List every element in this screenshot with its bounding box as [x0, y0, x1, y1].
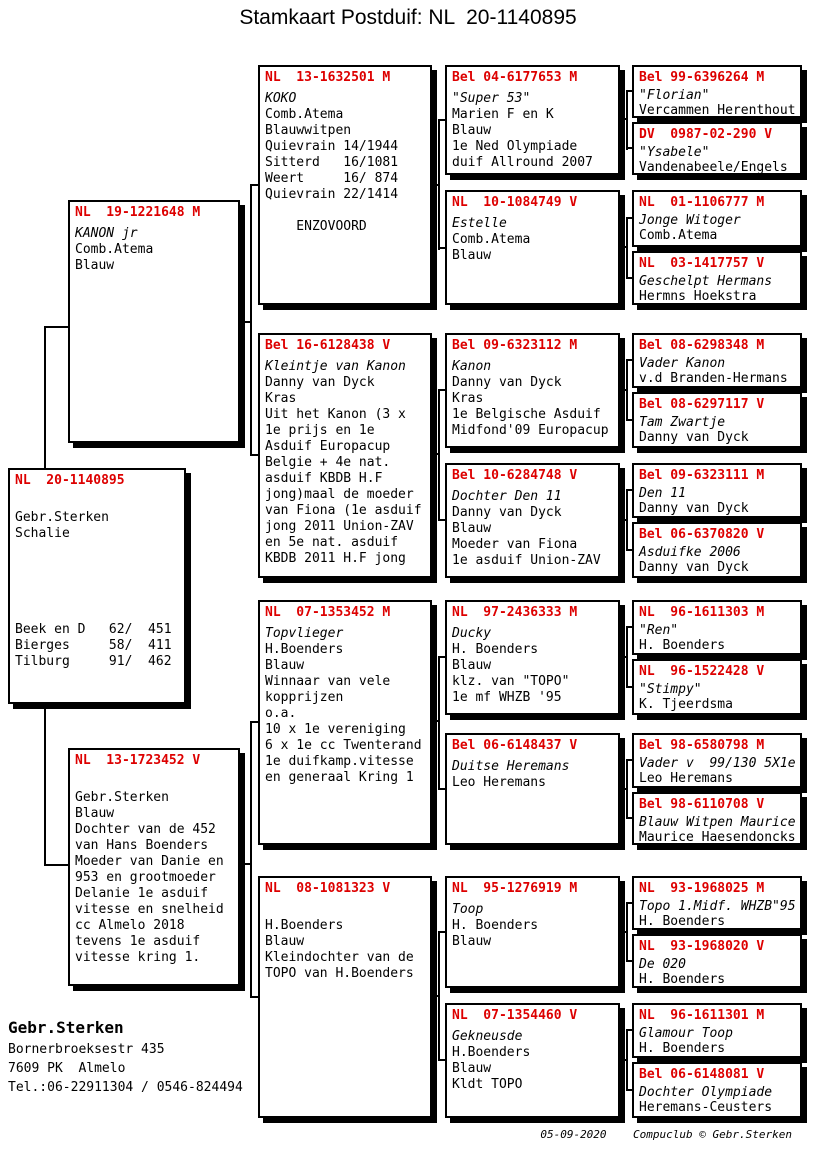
pedigree-box-pgm [258, 333, 432, 578]
connector-line [250, 721, 252, 998]
box-line: H. Boenders [639, 1041, 726, 1056]
box-line: Vader v 99/130 5X1e [639, 756, 796, 771]
pedigree-box-gg5 [632, 333, 802, 388]
box-line: Comb.Atema [265, 107, 344, 122]
page-title: Stamkaart Postduif: NL 20-1140895 [239, 6, 577, 29]
ring-number: Bel 98-6580798 M [639, 738, 765, 753]
box-line: tevens 1e asduif [75, 934, 201, 949]
ring-number: Bel 06-6148081 V [639, 1067, 765, 1082]
box-line: K. Tjeerdsma [639, 697, 733, 712]
connector-line [44, 326, 70, 328]
pedigree-box-father [68, 200, 240, 443]
box-line: Jonge Witoger [639, 213, 741, 228]
box-line: cc Almelo 2018 [75, 918, 185, 933]
box-line: Moeder van Fiona [452, 537, 578, 552]
connector-line [44, 326, 46, 468]
pedigree-box-gg16 [632, 1062, 802, 1118]
pedigree-box-pgf-f [445, 65, 620, 175]
box-line: 1e duifkamp.vitesse [265, 754, 414, 769]
box-line: 1e prijs en 1e [265, 423, 375, 438]
ring-number: NL 93-1968025 M [639, 881, 765, 896]
box-line: Blauw [75, 806, 115, 821]
ring-number: NL 13-1723452 V [75, 753, 201, 768]
box-line: Ducky [452, 626, 492, 641]
box-line: Gebr.Sterken [75, 790, 169, 805]
box-line: Glamour Toop [639, 1026, 733, 1041]
connector-line [626, 217, 628, 279]
connector-line [44, 864, 70, 866]
box-line: Blauw [452, 658, 492, 673]
box-line: "Florian" [639, 88, 710, 103]
box-line: Vercammen Herenthout [639, 103, 796, 118]
box-line: vitesse kring 1. [75, 950, 201, 965]
pedigree-box-gg8 [632, 522, 802, 578]
pedigree-box-mgf-f [445, 600, 620, 715]
box-line: Midfond'09 Europacup [452, 423, 609, 438]
pedigree-box-gg1 [632, 65, 802, 118]
connector-line [626, 626, 628, 688]
box-line: Asduifke 2006 [639, 545, 741, 560]
box-line: Delanie 1e asduif [75, 886, 209, 901]
pedigree-box-mgm [258, 876, 432, 1118]
box-line: Weert 16/ 874 [265, 171, 399, 186]
box-line: Leo Heremans [639, 771, 733, 786]
box-line: 6 x 1e cc Twenterand [265, 738, 422, 753]
box-line: Dochter van de 452 [75, 822, 216, 837]
box-line: Vader Kanon [639, 356, 726, 371]
box-line: TOPO van H.Boenders [265, 966, 414, 981]
box-line: "Ren" [639, 623, 679, 638]
ring-number: Bel 16-6128438 V [265, 338, 391, 353]
ring-number: NL 13-1632501 M [265, 70, 391, 85]
box-line [15, 494, 179, 510]
box-line: Danny van Dyck [639, 430, 749, 445]
pedigree-box-gg9 [632, 600, 802, 655]
ring-number: NL 10-1084749 V [452, 195, 578, 210]
box-line: Marien F en K [452, 107, 554, 122]
ring-number: Bel 09-6323111 M [639, 468, 765, 483]
owner-phone: Tel.:06-22911304 / 0546-824494 [8, 1080, 243, 1095]
box-line: 1e Belgische Asduif [452, 407, 601, 422]
box-line: 1e asduif Union-ZAV [452, 553, 601, 568]
pedigree-box-gg13 [632, 876, 802, 930]
pedigree-box-mother [68, 748, 240, 986]
box-line: vitesse en snelheid [75, 902, 224, 917]
ring-number: Bel 99-6396264 M [639, 70, 765, 85]
box-line: "Stimpy" [639, 682, 702, 697]
pedigree-box-gg7 [632, 463, 802, 518]
pedigree-box-gg3 [632, 190, 802, 247]
connector-line [626, 759, 628, 819]
ring-number: NL 20-1140895 [15, 473, 125, 488]
pedigree-box-pgm-m [445, 463, 620, 578]
box-line: Vandenabeele/Engels [639, 160, 788, 175]
pedigree-box-gg2 [632, 122, 802, 175]
box-line: o.a. [265, 706, 297, 721]
box-line: Den 11 [639, 486, 686, 501]
box-line [15, 606, 179, 622]
box-line: Danny van Dyck [265, 375, 375, 390]
box-line: Blauw Witpen Maurice [639, 815, 796, 830]
ring-number: NL 97-2436333 M [452, 605, 578, 620]
ring-number: NL 96-1611303 M [639, 605, 765, 620]
ring-number: NL 03-1417757 V [639, 256, 765, 271]
box-line [75, 774, 233, 790]
pedigree-box-gg6 [632, 392, 802, 448]
pedigree-box-pgf-m [445, 190, 620, 305]
box-line: KBDB 2011 H.F jong [265, 551, 406, 566]
pedigree-box-gg12 [632, 792, 802, 845]
box-line: Sitterd 16/1081 [265, 155, 399, 170]
ring-number: NL 95-1276919 M [452, 881, 578, 896]
box-line: Geschelpt Hermans [639, 274, 773, 289]
connector-line [626, 1029, 628, 1091]
box-line: 1e mf WHZB '95 [452, 690, 562, 705]
ring-number: NL 96-1611301 M [639, 1008, 765, 1023]
box-line: 10 x 1e vereniging [265, 722, 406, 737]
box-line: H.Boenders [452, 1045, 531, 1060]
pedigree-box-mgm-m [445, 1003, 620, 1118]
connector-line [438, 389, 440, 521]
connector-line [250, 184, 252, 456]
pedigree-box-gg14 [632, 934, 802, 988]
box-line: Toop [452, 902, 484, 917]
box-line: Comb.Atema [639, 228, 718, 243]
box-line: van Hans Boenders [75, 838, 209, 853]
box-line: kopprijzen [265, 690, 344, 705]
ring-number: Bel 06-6370820 V [639, 527, 765, 542]
pedigree-box-mgf-m [445, 733, 620, 845]
box-line: Danny van Dyck [639, 501, 749, 516]
box-line: Danny van Dyck [452, 505, 562, 520]
box-line: Gebr.Sterken [15, 510, 109, 525]
pedigree-box-gg15 [632, 1003, 802, 1058]
box-line: Kleintje van Kanon [265, 359, 406, 374]
box-line: Bierges 58/ 411 [15, 638, 172, 653]
box-line: De 020 [639, 957, 686, 972]
box-line: Blauw [452, 934, 492, 949]
owner-name: Gebr.Sterken [8, 1018, 124, 1037]
box-line: Kldt TOPO [452, 1077, 523, 1092]
box-line: Beek en D 62/ 451 [15, 622, 172, 637]
box-line: Hermns Hoekstra [639, 289, 757, 304]
box-line: Asduif Europacup [265, 439, 391, 454]
box-line [15, 590, 179, 606]
box-line [265, 902, 425, 918]
box-line: "Ysabele" [639, 145, 710, 160]
box-line: Moeder van Danie en [75, 854, 224, 869]
connector-line [626, 359, 628, 421]
box-line: Heremans-Ceusters [639, 1100, 773, 1115]
box-line: Danny van Dyck [639, 560, 749, 575]
ring-number: NL 07-1354460 V [452, 1008, 578, 1023]
pedigree-box-pgm-f [445, 333, 620, 448]
pedigree-box-mgm-f [445, 876, 620, 988]
box-line: Blauw [452, 248, 492, 263]
box-line: Gekneusde [452, 1029, 523, 1044]
box-line: 953 en grootmoeder [75, 870, 216, 885]
box-line: Blauw [265, 658, 305, 673]
owner-address-line-2: 7609 PK Almelo [8, 1061, 126, 1076]
pedigree-box-subject [8, 468, 186, 704]
box-line: Blauwwitpen [265, 123, 352, 138]
box-line: Maurice Haesendoncks [639, 830, 796, 845]
ring-number: NL 01-1106777 M [639, 195, 765, 210]
box-line: Blauw [75, 258, 115, 273]
box-line: Quievrain 22/1414 [265, 187, 399, 202]
connector-line [626, 489, 628, 551]
box-line: Blauw [265, 934, 305, 949]
box-line: H. Boenders [452, 918, 539, 933]
box-line: Kanon [452, 359, 492, 374]
box-line: v.d Branden-Hermans [639, 371, 788, 386]
box-line: ENZOVOORD [265, 219, 367, 234]
ring-number: DV 0987-02-290 V [639, 127, 773, 142]
box-line: Dochter Den 11 [452, 489, 562, 504]
box-line: Leo Heremans [452, 775, 546, 790]
ring-number: NL 19-1221648 M [75, 205, 201, 220]
ring-number: NL 96-1522428 V [639, 664, 765, 679]
ring-number: NL 07-1353452 M [265, 605, 391, 620]
box-line: klz. van "TOPO" [452, 674, 570, 689]
ring-number: Bel 98-6110708 V [639, 797, 765, 812]
box-line: Kras [265, 391, 297, 406]
box-line [265, 203, 425, 219]
ring-number: Bel 08-6298348 M [639, 338, 765, 353]
box-line: "Super 53" [452, 91, 531, 106]
connector-line [438, 931, 440, 1061]
box-line: Tilburg 91/ 462 [15, 654, 172, 669]
box-line [15, 558, 179, 574]
box-line: Kras [452, 391, 484, 406]
box-line: Schalie [15, 526, 70, 541]
box-line: H. Boenders [639, 972, 726, 987]
box-line: H. Boenders [639, 914, 726, 929]
box-line: Estelle [452, 216, 507, 231]
box-line: en 5e nat. asduif [265, 535, 399, 550]
ring-number: Bel 09-6323112 M [452, 338, 578, 353]
connector-line [626, 90, 628, 150]
box-line: Dochter Olympiade [639, 1085, 773, 1100]
box-line: Topo 1.Midf. WHZB"95 [639, 899, 796, 914]
box-line: KOKO [265, 91, 297, 106]
box-line: Topvlieger [265, 626, 344, 641]
pedigree-box-gg10 [632, 659, 802, 715]
connector-line [626, 902, 628, 962]
owner-address-line-1: Bornerbroeksestr 435 [8, 1042, 165, 1057]
box-line [15, 542, 179, 558]
ring-number: Bel 10-6284748 V [452, 468, 578, 483]
box-line: Blauw [452, 1061, 492, 1076]
box-line: Comb.Atema [452, 232, 531, 247]
ring-number: Bel 04-6177653 M [452, 70, 578, 85]
box-line: 1e Ned Olympiade [452, 139, 578, 154]
box-line [15, 574, 179, 590]
box-line: Belgie + 4e nat. [265, 455, 391, 470]
box-line: Blauw [452, 521, 492, 536]
pedigree-box-mgf [258, 600, 432, 845]
box-line: H. Boenders [452, 642, 539, 657]
box-line: KANON jr [75, 226, 138, 241]
box-line: Comb.Atema [75, 242, 154, 257]
box-line: Kleindochter van de [265, 950, 414, 965]
box-line: Quievrain 14/1944 [265, 139, 399, 154]
box-line: H. Boenders [639, 638, 726, 653]
box-line: Tam Zwartje [639, 415, 726, 430]
box-line: en generaal Kring 1 [265, 770, 414, 785]
box-line: van Fiona (1e asduif [265, 503, 422, 518]
box-line: Danny van Dyck [452, 375, 562, 390]
box-line: H.Boenders [265, 642, 344, 657]
box-line: jong 2011 Union-ZAV [265, 519, 414, 534]
connector-line [438, 656, 440, 790]
box-line: jong)maal de moeder [265, 487, 414, 502]
box-line: Winnaar van vele [265, 674, 391, 689]
box-line: Uit het Kanon (3 x [265, 407, 406, 422]
connector-line [44, 704, 46, 866]
ring-number: Bel 08-6297117 V [639, 397, 765, 412]
footer-credit: 05-09-2020 Compuclub © Gebr.Sterken [540, 1128, 792, 1141]
ring-number: NL 08-1081323 V [265, 881, 391, 896]
box-line: Blauw [452, 123, 492, 138]
owner-block [8, 1016, 243, 1097]
pedigree-box-pgf [258, 65, 432, 305]
box-line: duif Allround 2007 [452, 155, 593, 170]
box-line: Duitse Heremans [452, 759, 570, 774]
box-line: asduif KBDB H.F [265, 471, 383, 486]
pedigree-box-gg4 [632, 251, 802, 305]
ring-number: NL 93-1968020 V [639, 939, 765, 954]
pedigree-box-gg11 [632, 733, 802, 788]
ring-number: Bel 06-6148437 V [452, 738, 578, 753]
box-line: H.Boenders [265, 918, 344, 933]
connector-line [438, 119, 440, 250]
